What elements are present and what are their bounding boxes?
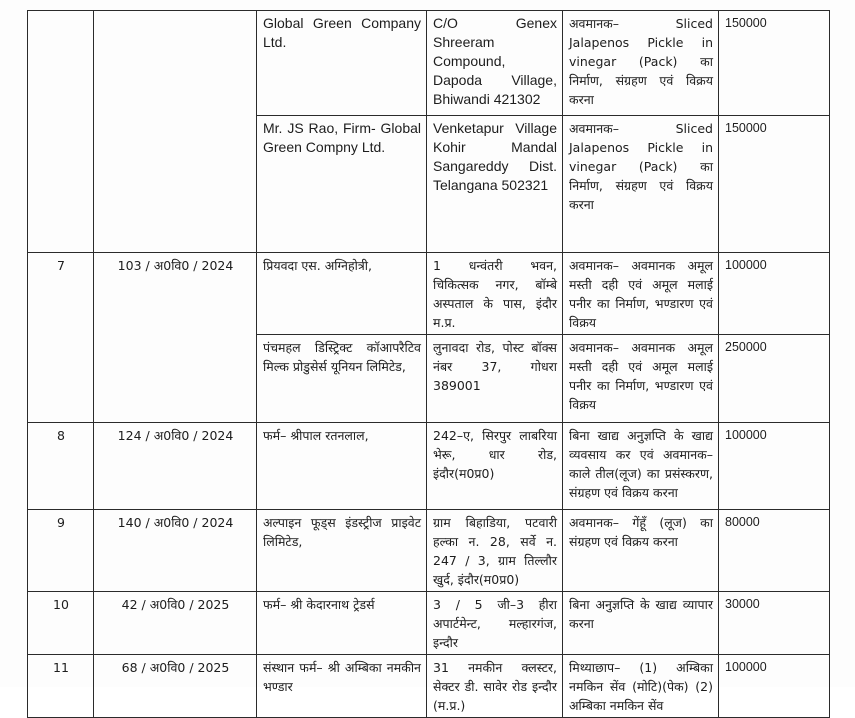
address-cell: ग्राम बिहाडिया, पटवारी हल्का न. 28, सर्वे न. 247 / 3, ग्राम तिल्लौर खुर्द, इंदौर(म0प्र0) [427, 510, 563, 592]
serial-cell: 10 [28, 592, 94, 655]
offence-cell: बिना खाद्य अनुज्ञप्ति के खाद्य व्यवसाय कर एवं अवमानक– काले तील(लूज) का प्रसंस्करण, संग्रहण एवं विक्रय करना [563, 423, 719, 510]
accused-name-cell: Mr. JS Rao, Firm- Global Green Compny Ltd. [257, 116, 427, 253]
case-ref-cell: 68 / अ0वि0 / 2025 [94, 655, 257, 718]
offence-cell: अवमानक– अवमानक अमूल मस्ती दही एवं अमूल मलाई पनीर का निर्माण, भण्डारण एवं विक्रय [563, 253, 719, 335]
penalty-amount-cell: 100000 [719, 423, 830, 510]
offence-cell: अवमानक– अवमानक अमूल मस्ती दही एवं अमूल मलाई पनीर का निर्माण, भण्डारण एवं विक्रय [563, 335, 719, 423]
offence-cell: बिना अनुज्ञप्ति के खाद्य व्यापार करना [563, 592, 719, 655]
address-cell: 242–ए, सिरपुर लाबरिया भेरू, धार रोड, इंदौर(म0प्र0) [427, 423, 563, 510]
case-ref-cell: 140 / अ0वि0 / 2024 [94, 510, 257, 592]
serial-cell: 11 [28, 655, 94, 718]
case-ref-cell: 124 / अ0वि0 / 2024 [94, 423, 257, 510]
table-row [28, 423, 830, 510]
address-cell: Venketapur Village Kohir Mandal Sangareddy Dist. Telangana 502321 [427, 116, 563, 253]
offence-cell: मिथ्याछाप– (1) अम्बिका नमकिन सेंव (मोटि)(पेक) (2) अम्बिका नमकिन सेंव [563, 655, 719, 718]
penalty-amount-cell: 150000 [719, 116, 830, 253]
serial-cell: 8 [28, 423, 94, 510]
table-row [28, 253, 830, 335]
penalty-amount-cell: 30000 [719, 592, 830, 655]
address-cell: लुनावदा रोड, पोस्ट बॉक्स नंबर 37, गोधरा 389001 [427, 335, 563, 423]
serial-cell [28, 11, 94, 253]
table-row [28, 11, 830, 116]
offence-cell: अवमानक– Sliced Jalapenos Pickle in vinegar (Pack) का निर्माण, संग्रहण एवं विक्रय करना [563, 11, 719, 116]
penalty-amount-cell: 150000 [719, 11, 830, 116]
address-cell: 1 धन्वंतरी भवन, चिकित्सक नगर, बॉम्बे अस्पताल के पास, इंदौर म.प्र. [427, 253, 563, 335]
offence-cell: अवमानक– Sliced Jalapenos Pickle in vinegar (Pack) का निर्माण, संग्रहण एवं विक्रय करना [563, 116, 719, 253]
serial-cell: 7 [28, 253, 94, 423]
case-ref-cell [94, 11, 257, 253]
penalty-amount-cell: 100000 [719, 253, 830, 335]
table-row [28, 592, 830, 655]
penalty-amount-cell: 250000 [719, 335, 830, 423]
accused-name-cell: फर्म– श्रीपाल रतनलाल, [257, 423, 427, 510]
penalty-amount-cell: 80000 [719, 510, 830, 592]
accused-name-cell: फर्म– श्री केदारनाथ ट्रेडर्स [257, 592, 427, 655]
serial-cell: 9 [28, 510, 94, 592]
case-table [27, 10, 830, 718]
accused-name-cell: अल्पाइन फूड्स इंडस्ट्रीज प्राइवेट लिमिटेड, [257, 510, 427, 592]
table-row [28, 655, 830, 718]
accused-name-cell: Global Green Company Ltd. [257, 11, 427, 116]
address-cell: C/O Genex Shreeram Compound, Dapoda Village, Bhiwandi 421302 [427, 11, 563, 116]
case-ref-cell: 103 / अ0वि0 / 2024 [94, 253, 257, 423]
penalty-amount-cell: 100000 [719, 655, 830, 718]
address-cell: 3 / 5 जी–3 हीरा अपार्टमेन्ट, मल्हारगंज, इन्दौर [427, 592, 563, 655]
accused-name-cell: पंचमहल डिस्ट्रिक्ट कॉआपरैटिव मिल्क प्रोडुसेर्स यूनियन लिमिटेड, [257, 335, 427, 423]
address-cell: 31 नमकीन क्लस्टर, सेक्टर डी. सावेर रोड इन्दौर (म.प्र.) [427, 655, 563, 718]
accused-name-cell: संस्थान फर्म– श्री अम्बिका नमकीन भण्डार [257, 655, 427, 718]
accused-name-cell: प्रियवदा एस. अग्निहोत्री, [257, 253, 427, 335]
table-row [28, 510, 830, 592]
offence-cell: अवमानक– गेंहूँ (लूज) का संग्रहण एवं विक्रय करना [563, 510, 719, 592]
case-ref-cell: 42 / अ0वि0 / 2025 [94, 592, 257, 655]
